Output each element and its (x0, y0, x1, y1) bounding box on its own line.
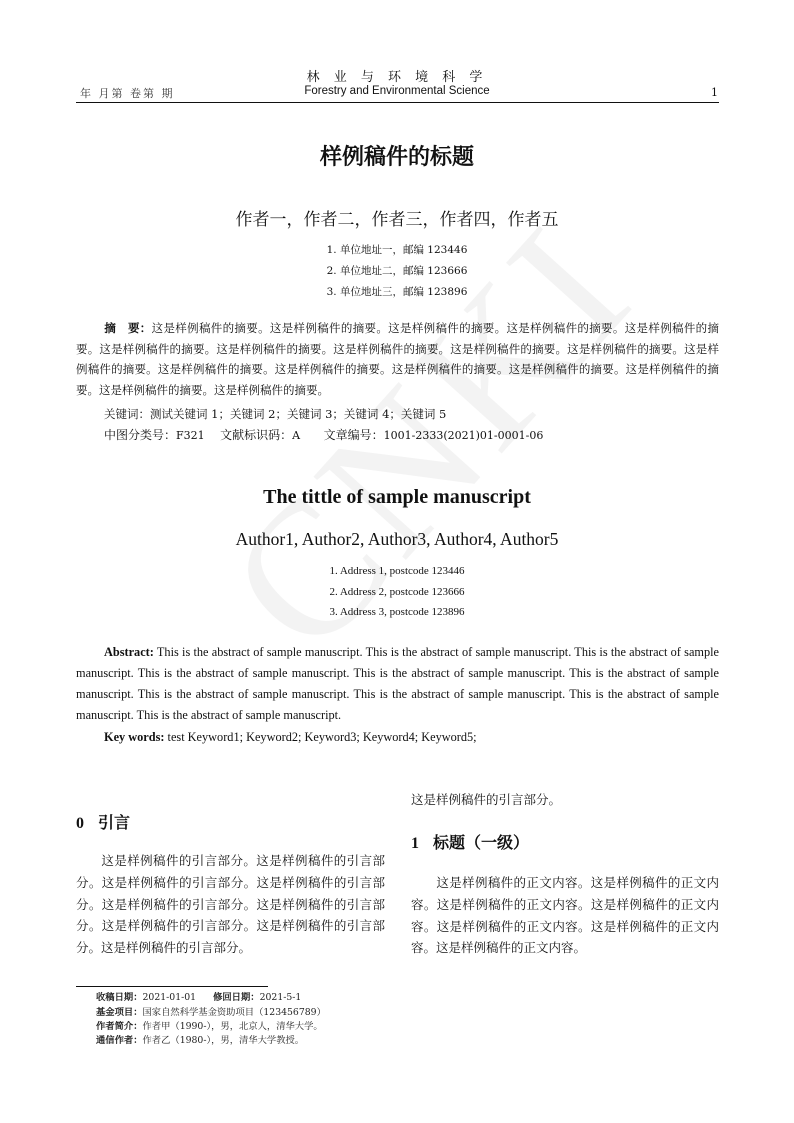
footnote-corresponding (96, 1034, 304, 1049)
journal-name-en: Forestry and Environmental Science (304, 85, 490, 97)
section-title-1: 标题（一级） (433, 833, 530, 852)
abstract-cn (76, 318, 719, 401)
keywords-cn-text: 测试关键词 1；关键词 2；关键词 3；关键词 4；关键词 5 (150, 407, 447, 421)
abstract-cn-label: 摘 要： (104, 321, 152, 335)
section-heading-intro (76, 810, 130, 833)
bio-text: 作者甲（1990-），男，北京人，清华大学。 (142, 1021, 323, 1032)
doc-code-value: A (292, 429, 301, 442)
received-date: 2021-01-01 (142, 992, 197, 1003)
bio-label: 作者简介： (96, 1021, 143, 1032)
issue-info: 年 月第 卷第 期 (80, 87, 175, 100)
abstract-en-label: Abstract: (104, 645, 154, 659)
clc-label: 中图分类号： (104, 428, 177, 442)
intro-text: 这是样例稿件的引言部分。这是样例稿件的引言部分。这是样例稿件的引言部分。这是样例稿件的引言部分。这是样例稿件的引言部分。这是样例稿件的引言部分。这是样例稿件的引言部分。这是样例稿件的引言部分。这是样例稿件的引言部分。 (76, 853, 385, 956)
abstract-en (76, 642, 719, 726)
title-cn: 样例稿件的标题 (319, 145, 474, 170)
article-no-label: 文章编号： (323, 428, 384, 442)
corr-label: 通信作者： (96, 1035, 143, 1046)
section-1-text: 这是样例稿件的正文内容。这是样例稿件的正文内容。这是样例稿件的正文内容。这是样例稿件的正文内容。这是样例稿件的正文内容。这是样例稿件的正文内容。这是样例稿件的正文内容。 (411, 875, 719, 956)
title-en: The tittle of sample manuscript (263, 486, 531, 508)
section-1-paragraph (411, 872, 719, 959)
journal-name-cn: 林 业 与 环 境 科 学 (306, 70, 488, 85)
keywords-cn (104, 404, 704, 425)
affiliation-en-3: 3. Address 3, postcode 123896 (329, 606, 465, 618)
footnote-rule (76, 986, 268, 987)
footnote-bio (96, 1020, 323, 1035)
classification-line (104, 425, 704, 447)
intro-continued: 这是样例稿件的引言部分。 (411, 792, 562, 807)
section-title-intro: 引言 (98, 813, 131, 832)
footnote-fund (96, 1006, 326, 1021)
section-heading-1 (411, 830, 529, 853)
affiliation-cn-2: 2. 单位地址二，邮编 123666 (326, 265, 468, 277)
fund-text: 国家自然科学基金资助项目（123456789） (142, 1007, 326, 1018)
doc-code-label: 文献标识码： (220, 428, 293, 442)
article-no-value: 1001-2333(2021)01-0001-06 (383, 429, 544, 442)
revised-date: 2021-5-1 (259, 992, 302, 1003)
intro-paragraph (76, 850, 385, 959)
received-label: 收稿日期： (96, 992, 143, 1003)
affiliation-cn-1: 1. 单位地址一，邮编 123446 (326, 244, 468, 256)
keywords-cn-label: 关键词： (104, 407, 150, 421)
keywords-en-text: test Keyword1; Keyword2; Keyword3; Keyword4; Keyword5; (167, 730, 477, 744)
header-rule (76, 102, 719, 103)
page-number: 1 (711, 86, 718, 99)
footnote-dates (96, 991, 301, 1006)
authors-en: Author1, Author2, Author3, Author4, Author5 (235, 529, 559, 549)
fund-label: 基金项目： (96, 1007, 143, 1018)
affiliation-en-2: 2. Address 2, postcode 123666 (329, 586, 465, 598)
section-number-1: 1 (411, 835, 419, 852)
abstract-en-text: This is the abstract of sample manuscript. This is the abstract of sample manuscript. This is the abstract of sample manuscript. This is the abstract of sample manuscript. This is the abstract of sample manuscript. This is the abstract of sample manuscript. This is the abstract of sample manuscript. This is the abstract of sample manuscript. This is the abstract of sample manuscript. This is the abstract of sample manuscript. (76, 645, 719, 722)
affiliation-cn-3: 3. 单位地址三，邮编 123896 (326, 286, 468, 298)
keywords-en-label: Key words: (104, 730, 165, 744)
affiliation-en-1: 1. Address 1, postcode 123446 (329, 565, 465, 577)
clc-value: F321 (176, 429, 205, 442)
keywords-en (104, 727, 719, 748)
corr-text: 作者乙（1980-），男，清华大学教授。 (142, 1035, 305, 1046)
revised-label: 修回日期： (213, 992, 260, 1003)
authors-cn: 作者一，作者二，作者三，作者四，作者五 (235, 210, 559, 230)
section-number-intro: 0 (76, 815, 84, 832)
abstract-cn-text: 这是样例稿件的摘要。这是样例稿件的摘要。这是样例稿件的摘要。这是样例稿件的摘要。这是样例稿件的摘要。这是样例稿件的摘要。这是样例稿件的摘要。这是样例稿件的摘要。这是样例稿件的摘要。这是样例稿件的摘要。这是样例稿件的摘要。这是样例稿件的摘要。这是样例稿件的摘要。这是样例稿件的摘要。这是样例稿件的摘要。这是样例稿件的摘要。这是样例稿件的摘要。这是样例稿件的摘要。 (76, 321, 720, 398)
